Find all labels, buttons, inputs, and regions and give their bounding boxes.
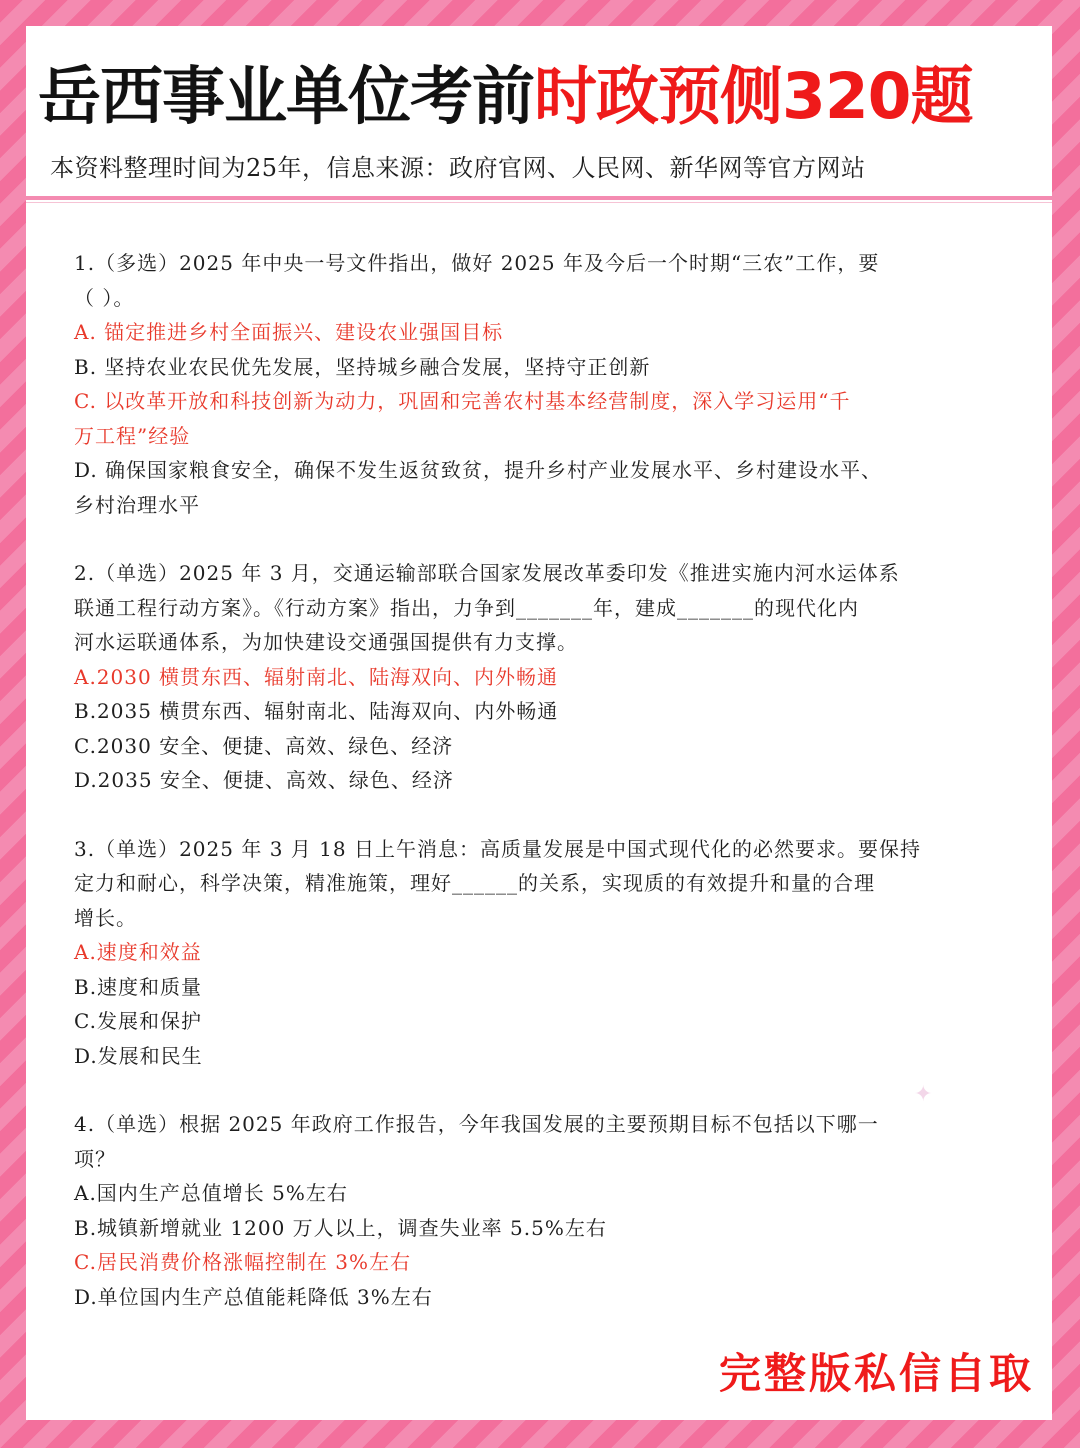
title-part-black: 岳西事业单位考前 (38, 60, 534, 133)
header-divider-thin (26, 202, 1052, 203)
option-line: B.速度和质量 (74, 974, 203, 999)
option-line-correct: A.2030 横贯东西、辐射南北、陆海双向、内外畅通 (74, 664, 559, 689)
option-line: D.2035 安全、便捷、高效、绿色、经济 (74, 768, 454, 792)
page-title (38, 54, 1042, 140)
header-divider (26, 196, 1052, 200)
question-stem-line: 2.（单选）2025 年 3 月，交通运输部联合国家发展改革委印发《推进实施内河水运体系 (74, 561, 900, 585)
question (74, 246, 1004, 522)
option-line-correct: C. 以改革开放和科技创新为动力，巩固和完善农村基本经营制度，深入学习运用“千 (74, 389, 851, 413)
question-stem-line: 3.（单选）2025 年 3 月 18 日上午消息：高质量发展是中国式现代化的必然要求。要保持 (74, 836, 921, 861)
footer-cta: 完整版私信自取 (718, 1349, 1034, 1398)
question (74, 1107, 1004, 1314)
question-stem-line: 联通工程行动方案》。《行动方案》指出，力争到_______年，建成_______的现代化内 (74, 595, 859, 620)
subtitle: 本资料整理时间为25年，信息来源：政府官网、人民网、新华网等官方网站 (50, 154, 866, 182)
document-card (26, 26, 1052, 1420)
option-line: B.2035 横贯东西、辐射南北、陆海双向、内外畅通 (74, 699, 559, 723)
title-part-red: 时政预侧320题 (534, 60, 973, 133)
question-stem-line: 河水运联通体系，为加快建设交通强国提供有力支撑。 (74, 630, 578, 654)
header (26, 26, 1052, 196)
sparkle-icon: ✦ (914, 1082, 933, 1107)
option-line: D. 确保国家粮食安全，确保不发生返贫致贫，提升乡村产业发展水平、乡村建设水平、 (74, 458, 883, 482)
option-line: D.发展和民生 (74, 1043, 203, 1068)
option-line: 乡村治理水平 (74, 492, 200, 517)
question (74, 556, 1004, 798)
question-stem-line: 1.（多选）2025 年中央一号文件指出，做好 2025 年及今后一个时期“三农”工作，要 (74, 251, 880, 275)
option-line-correct: A. 锚定推进乡村全面振兴、建设农业强国目标 (74, 320, 504, 344)
question-stem-line: （ ）。 (74, 285, 135, 310)
option-line: A.国内生产总值增长 5%左右 (74, 1181, 348, 1205)
question-list (74, 246, 1004, 1348)
option-line-correct: C.居民消费价格涨幅控制在 3%左右 (74, 1250, 412, 1274)
question-stem-line: 4.（单选）根据 2025 年政府工作报告，今年我国发展的主要预期目标不包括以下哪一 (74, 1112, 879, 1136)
question-stem-line: 增长。 (74, 905, 137, 930)
option-line: D.单位国内生产总值能耗降低 3%左右 (74, 1284, 433, 1309)
question-stem-line: 项？ (74, 1146, 116, 1171)
option-line: B. 坚持农业农民优先发展，坚持城乡融合发展，坚持守正创新 (74, 354, 651, 379)
option-line-correct: A.速度和效益 (74, 940, 202, 964)
option-line: C.发展和保护 (74, 1009, 202, 1033)
option-line: C.2030 安全、便捷、高效、绿色、经济 (74, 733, 454, 758)
question (74, 832, 1004, 1074)
option-line-correct: 万工程”经验 (74, 423, 191, 448)
question-stem-line: 定力和耐心，科学决策，精准施策，理好______的关系，实现质的有效提升和量的合理 (74, 871, 875, 895)
option-line: B.城镇新增就业 1200 万人以上，调查失业率 5.5%左右 (74, 1215, 607, 1240)
